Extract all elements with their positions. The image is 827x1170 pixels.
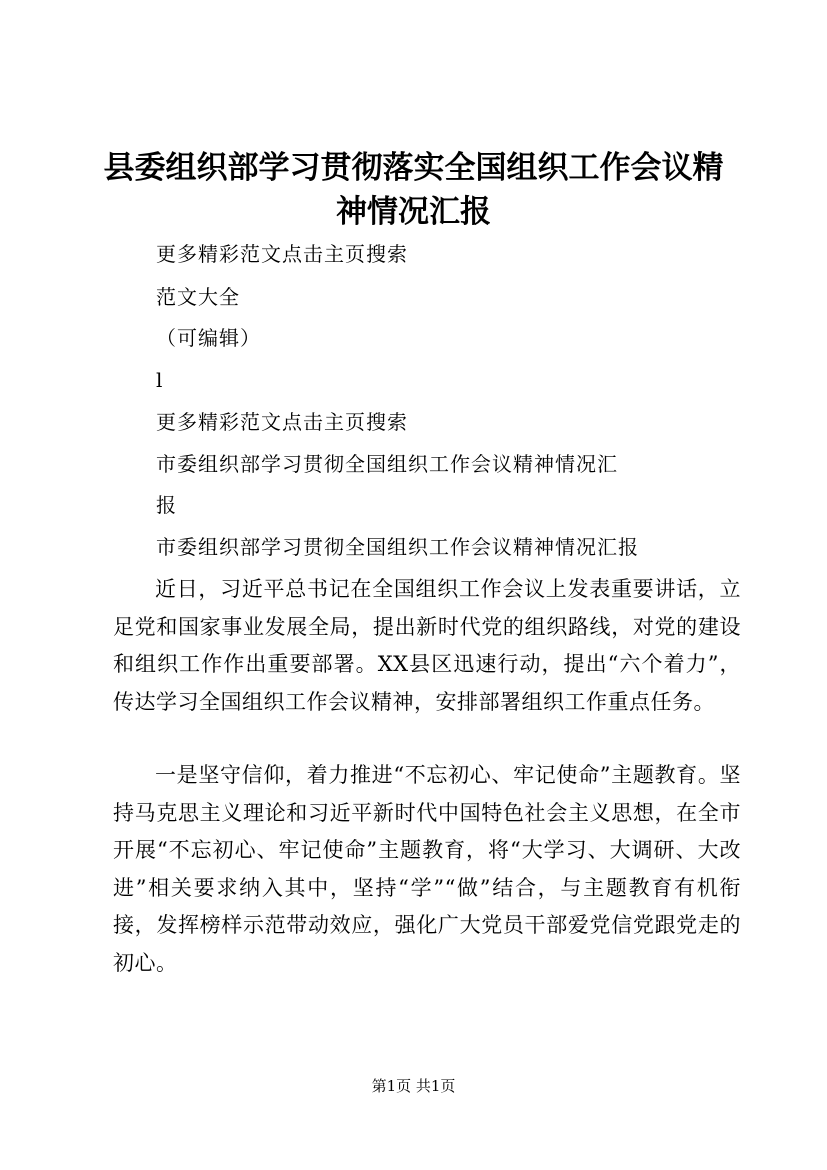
text-line: 报 bbox=[156, 493, 177, 517]
text-line: （可编辑） bbox=[156, 326, 261, 350]
text-line: 更多精彩范文点击主页搜索 bbox=[156, 242, 408, 266]
page-footer: 第1页 共1页 bbox=[371, 1077, 456, 1095]
text-line: 市委组织部学习贯彻全国组织工作会议精神情况汇 bbox=[156, 452, 618, 476]
body-paragraph: 一是坚守信仰，着力推进“不忘初心、牢记使命”主题教育。坚持马克思主义理论和习近平新时代中国特色社会主义思想，在全市开展“不忘初心、牢记使命”主题教育，将“大学习、大调研、大改进”相关要求纳入其中，坚持“学”“做”结合，与主题教育有机衔接，发挥榜样示范带动效应，强化广大党员干部爱党信党跟党走的初心。 bbox=[113, 763, 741, 975]
text-line: l bbox=[156, 368, 164, 392]
document-title: 县委组织部学习贯彻落实全国组织工作会议精神情况汇报 bbox=[103, 150, 724, 230]
text-line: 更多精彩范文点击主页搜索 bbox=[156, 410, 408, 434]
text-line: 范文大全 bbox=[156, 285, 240, 309]
text-line: 市委组织部学习贯彻全国组织工作会议精神情况汇报 bbox=[156, 535, 639, 559]
body-paragraph: 近日，习近平总书记在全国组织工作会议上发表重要讲话，立足党和国家事业发展全局，提出新时代党的组织路线，对党的建设和组织工作作出重要部署。XX县区迅速行动，提出“六个着力”，传达学习全国组织工作会议精神，安排部署组织工作重点任务。 bbox=[113, 577, 741, 714]
